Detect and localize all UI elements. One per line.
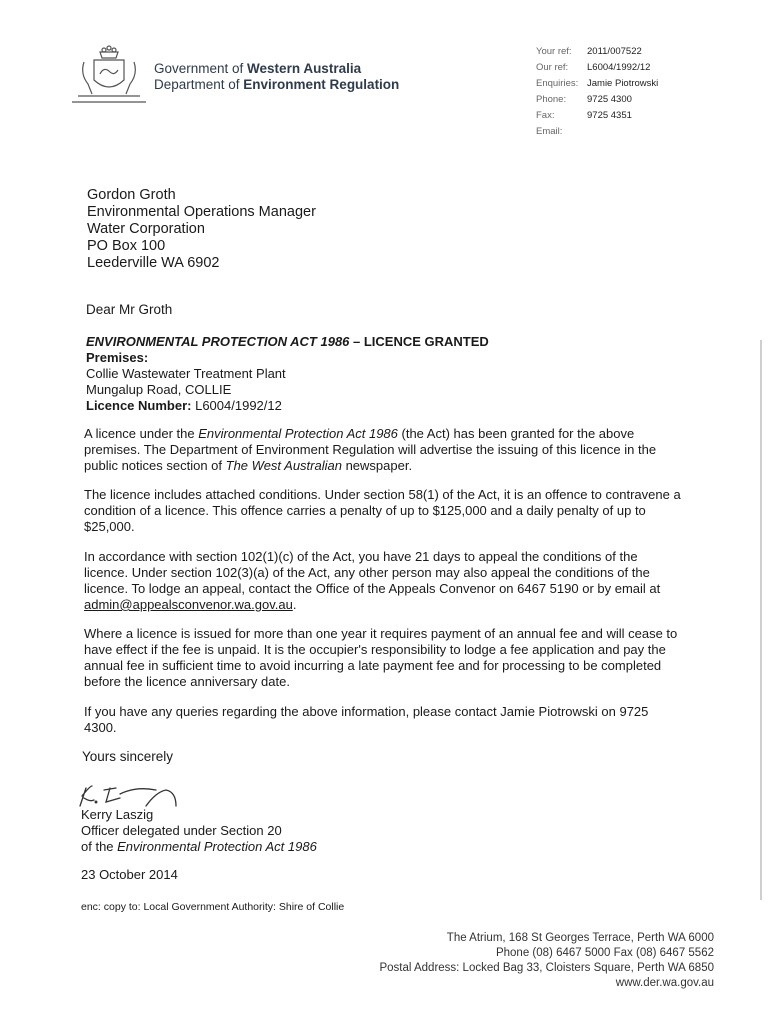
ref-row: Our ref: L6004/1992/12 [536, 62, 651, 73]
premises-label: Premises: [86, 350, 149, 365]
licence-number: Licence Number: L6004/1992/12 [86, 398, 282, 413]
recipient-city: Leederville WA 6902 [87, 255, 220, 271]
subject-block [86, 334, 489, 414]
letterhead [154, 61, 399, 93]
recipient-address [87, 187, 316, 272]
paragraph-licence-granted: A licence under the Environmental Protection Act 1986 (the Act) has been granted for the above premises. The Department of Environment Regulation will advertise the issuing of this licence in the public notices section of The West Australian newspaper. [84, 426, 657, 473]
salutation: Dear Mr Groth [86, 302, 173, 317]
recipient-name: Gordon Groth [87, 187, 176, 203]
signer-role: Officer delegated under Section 20 [81, 823, 282, 838]
recipient-company: Water Corporation [87, 221, 205, 237]
footer-line: Phone (08) 6467 5000 Fax (08) 6467 5562 [495, 947, 714, 959]
enclosure-note: enc: copy to: Local Government Authority: Shire of Collie [81, 901, 345, 913]
footer-line: Postal Address: Locked Bag 33, Cloisters Square, Perth WA 6850 [379, 962, 714, 974]
footer-website[interactable]: www.der.wa.gov.au [615, 977, 714, 989]
paragraph-annual-fee: Where a licence is issued for more than one year it requires payment of an annual fee and will cease to have effect if the fee is unpaid. It is the occupier's responsibility to lodge a fee application and pay the annual fee in sufficient time to avoid incurring a late payment fee and for processing to be completed before the licence anniversary date. [84, 626, 678, 689]
signer-name: Kerry Laszig [81, 807, 154, 822]
ref-row: Phone: 9725 4300 [536, 94, 632, 105]
signer-block [81, 807, 317, 855]
department-name: Department of Environment Regulation [154, 77, 400, 92]
ref-row: Fax: 9725 4351 [536, 110, 632, 121]
wa-crest-logo [70, 44, 148, 104]
recipient-box: PO Box 100 [87, 238, 166, 254]
reference-block [536, 44, 658, 140]
footer-line: The Atrium, 168 St Georges Terrace, Perth WA 6000 [446, 932, 714, 944]
subject-heading: ENVIRONMENTAL PROTECTION ACT 1986 – LICENCE GRANTED [86, 334, 489, 349]
paragraph-conditions: The licence includes attached conditions. Under section 58(1) of the Act, it is an offence to contravene a condition of a licence. This offence carries a penalty of up to $125,000 and a daily penalty of up to $25,000. [84, 487, 681, 534]
signer-role-act: of the Environmental Protection Act 1986 [81, 839, 317, 854]
letter-date: 23 October 2014 [81, 867, 178, 882]
premises-line: Mungalup Road, COLLIE [86, 382, 232, 397]
footer-address [379, 931, 714, 991]
premises-line: Collie Wastewater Treatment Plant [86, 366, 286, 381]
closing: Yours sincerely [82, 749, 174, 764]
appeals-email-link[interactable]: admin@appealsconvenor.wa.gov.au [84, 597, 293, 612]
paragraph-appeal: In accordance with section 102(1)(c) of the Act, you have 21 days to appeal the conditions of the licence. Under section 102(3)(a) of the Act, any other person may also appeal the conditions of the licence. To lodge an appeal, contact the Office of the Appeals Convenor on 6467 5190 or by email at admin@appealsconvenor.wa.gov.au. [84, 549, 661, 612]
ref-row: Your ref: 2011/007522 [536, 46, 642, 57]
page-edge-divider [760, 340, 762, 900]
recipient-title: Environmental Operations Manager [87, 204, 316, 220]
ref-row: Email: [536, 126, 563, 137]
government-name: Government of Western Australia [154, 61, 362, 76]
paragraph-queries: If you have any queries regarding the above information, please contact Jamie Piotrowski on 9725 4300. [84, 704, 649, 735]
ref-row: Enquiries: Jamie Piotrowski [536, 78, 659, 89]
